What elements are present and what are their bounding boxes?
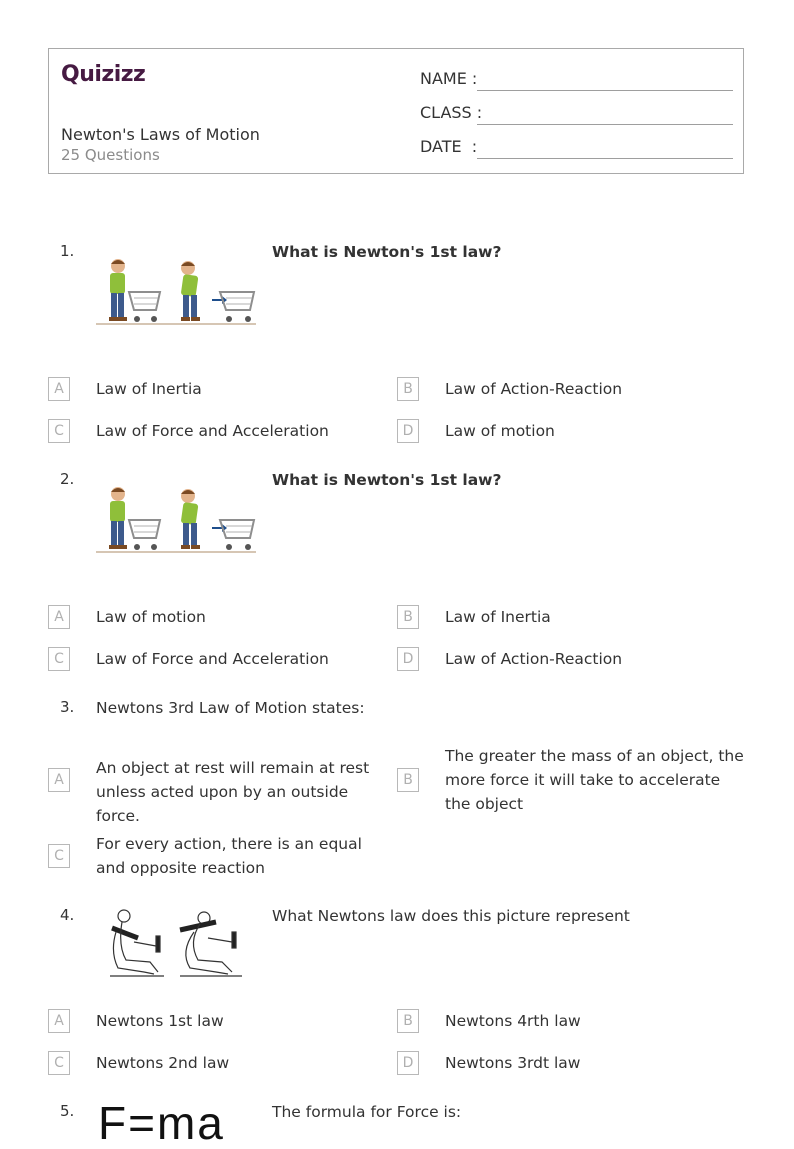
question-text: What Newtons law does this picture represent <box>272 907 630 925</box>
option-text[interactable]: Law of Force and Acceleration <box>96 422 329 440</box>
question-text: The formula for Force is: <box>272 1103 462 1121</box>
option-letter[interactable]: C <box>48 844 70 868</box>
date-label: DATE : <box>420 137 478 156</box>
option-text[interactable]: An object at rest will remain at rest unless acted upon by an outside force. <box>96 759 370 825</box>
name-line[interactable] <box>477 90 733 91</box>
option-letter[interactable]: B <box>397 1009 419 1033</box>
option-letter[interactable]: D <box>397 647 419 671</box>
formula-image: F=ma <box>98 1097 225 1149</box>
option-letter[interactable]: A <box>48 605 70 629</box>
option-letter[interactable]: B <box>397 605 419 629</box>
date-line[interactable] <box>477 158 733 159</box>
option-text[interactable]: Law of Inertia <box>96 380 202 398</box>
option-letter[interactable]: C <box>48 647 70 671</box>
option-text[interactable]: For every action, there is an equal and opposite reaction <box>96 835 362 877</box>
worksheet-title: Newton's Laws of Motion <box>61 125 260 144</box>
option-letter[interactable]: C <box>48 419 70 443</box>
question-number: 3. <box>60 698 75 716</box>
question-number: 4. <box>60 906 75 924</box>
seatbelt-driver-sketch <box>104 906 246 986</box>
option-letter[interactable]: A <box>48 1009 70 1033</box>
worksheet-header <box>48 48 744 174</box>
option-letter[interactable]: A <box>48 768 70 792</box>
svg-text:Quizizz: Quizizz <box>61 62 146 87</box>
option-text[interactable]: Newtons 4rth law <box>445 1012 581 1030</box>
option-text[interactable]: Law of Action-Reaction <box>445 650 623 668</box>
option-letter[interactable]: A <box>48 377 70 401</box>
option-letter[interactable]: B <box>397 377 419 401</box>
option-letter[interactable]: D <box>397 419 419 443</box>
class-label: CLASS : <box>420 103 483 122</box>
option-letter[interactable]: D <box>397 1051 419 1075</box>
option-text[interactable]: The greater the mass of an object, the more force it will take to accelerate the object <box>445 747 744 813</box>
man-pushing-cart-illustration <box>96 484 258 560</box>
option-text[interactable]: Law of Action-Reaction <box>445 380 623 398</box>
question-number: 5. <box>60 1102 75 1120</box>
option-text[interactable]: Law of motion <box>445 422 555 440</box>
question-count: 25 Questions <box>61 146 160 164</box>
question-number: 2. <box>60 470 75 488</box>
option-text[interactable]: Newtons 3rdt law <box>445 1054 581 1072</box>
option-text[interactable]: Law of Inertia <box>445 608 551 626</box>
name-label: NAME : <box>420 69 478 88</box>
quizizz-logo <box>61 59 153 91</box>
question-text: Newtons 3rd Law of Motion states: <box>96 699 365 717</box>
option-letter[interactable]: C <box>48 1051 70 1075</box>
option-text[interactable]: Newtons 1st law <box>96 1012 224 1030</box>
question-text: What is Newton's 1st law? <box>272 471 502 489</box>
class-line[interactable] <box>477 124 733 125</box>
question-number: 1. <box>60 242 75 260</box>
option-text[interactable]: Newtons 2nd law <box>96 1054 230 1072</box>
question-text: What is Newton's 1st law? <box>272 243 502 261</box>
man-pushing-cart-illustration <box>96 256 258 332</box>
option-text[interactable]: Law of Force and Acceleration <box>96 650 329 668</box>
option-text[interactable]: Law of motion <box>96 608 206 626</box>
option-letter[interactable]: B <box>397 768 419 792</box>
